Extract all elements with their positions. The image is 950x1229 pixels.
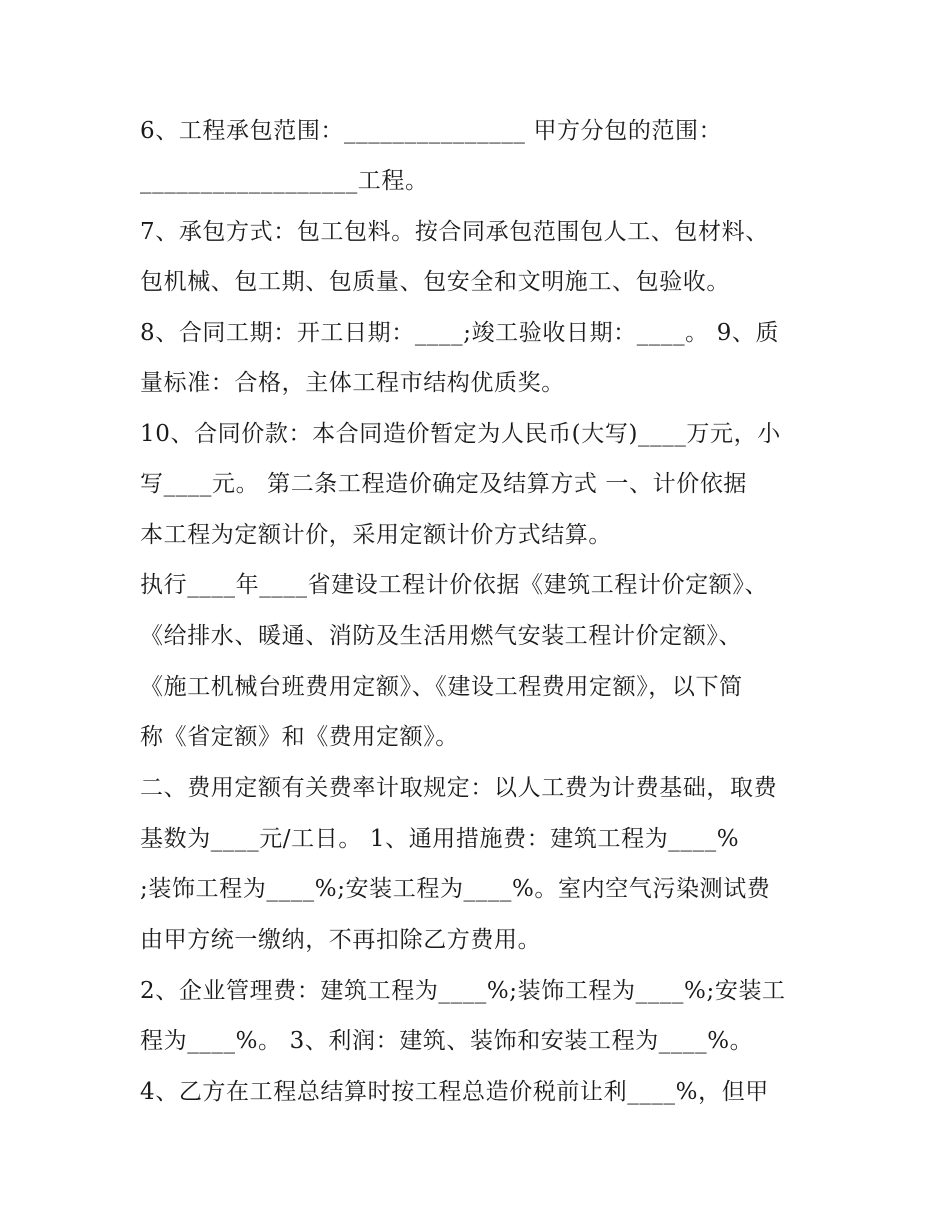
text-line: 6、工程承包范围：_______________ 甲方分包的范围： <box>140 118 723 144</box>
text-line: 《施工机械台班费用定额》、《建设工程费用定额》，以下简 <box>140 674 743 700</box>
text-line: 7、承包方式：包工包料。按合同承包范围包人工、包材料、 <box>140 219 769 245</box>
text-line: ;装饰工程为____%;安装工程为____%。室内空气污染测试费 <box>140 876 771 902</box>
text-line: 基数为____元/工日。 1、通用措施费：建筑工程为____% <box>140 826 740 852</box>
text-line: 二、费用定额有关费率计取规定：以人工费为计费基础，取费 <box>140 775 778 801</box>
text-line: 《给排水、暖通、消防及生活用燃气安装工程计价定额》、 <box>140 623 743 649</box>
text-line: __________________工程。 <box>140 168 429 194</box>
text-line: 2、企业管理费：建筑工程为____%;装饰工程为____%;安装工 <box>140 978 786 1004</box>
text-line: 量标准：合格，主体工程市结构优质奖。 <box>140 370 565 396</box>
text-line: 10、合同价款：本合同造价暂定为人民币(大写)____万元，小 <box>140 421 781 447</box>
text-line: 写____元。 第二条工程造价确定及结算方式 一、计价依据 <box>140 471 748 497</box>
text-line: 本工程为定额计价，采用定额计价方式结算。 <box>140 522 612 548</box>
text-line: 执行____年____省建设工程计价依据《建筑工程计价定额》、 <box>140 572 769 598</box>
text-line: 由甲方统一缴纳，不再扣除乙方费用。 <box>140 927 542 953</box>
text-line: 程为____%。 3、利润：建筑、装饰和安装工程为____%。 <box>140 1028 754 1054</box>
text-line: 4、乙方在工程总结算时按工程总造价税前让利____%，但甲 <box>140 1079 769 1105</box>
text-line: 8、合同工期：开工日期：____;竣工验收日期：____。 9、质 <box>140 320 780 346</box>
text-line: 称《省定额》和《费用定额》。 <box>140 724 459 750</box>
text-line: 包机械、包工期、包质量、包安全和文明施工、包验收。 <box>140 269 730 295</box>
